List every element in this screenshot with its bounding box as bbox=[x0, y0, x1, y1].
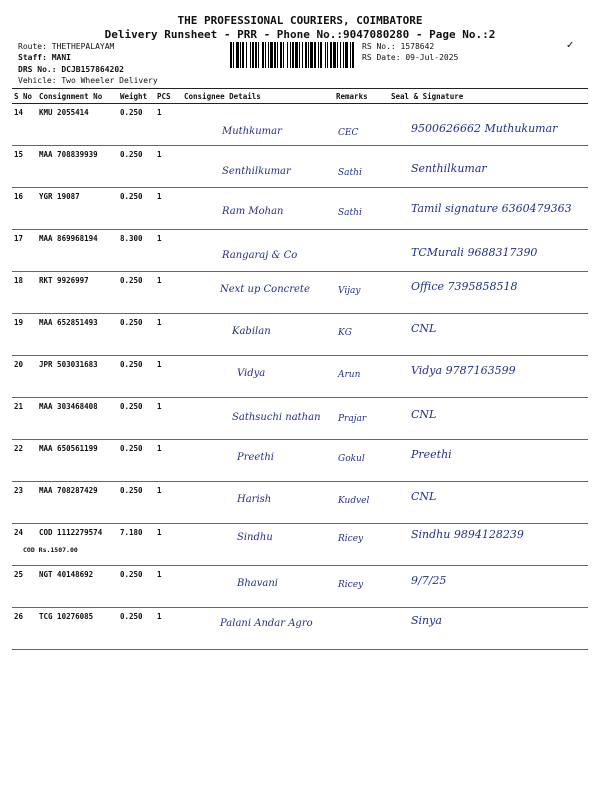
pcs-cell-text: 1 bbox=[157, 234, 162, 243]
sno-cell-text: 15 bbox=[14, 150, 24, 159]
consignee-cell bbox=[182, 440, 334, 482]
consignment-cell bbox=[37, 608, 118, 650]
barcode-bar bbox=[302, 42, 303, 68]
weight-cell-text: 0.250 bbox=[120, 444, 143, 453]
pcs-cell bbox=[155, 482, 182, 524]
barcode-bar bbox=[290, 42, 291, 68]
sno-cell bbox=[12, 440, 37, 482]
consignment-cell bbox=[37, 104, 118, 146]
staff-label: Staff: MANI bbox=[18, 53, 71, 62]
sno-cell bbox=[12, 230, 37, 272]
weight-cell-text: 0.250 bbox=[120, 360, 143, 369]
sno-cell bbox=[12, 398, 37, 440]
handwritten-remark: CEC bbox=[338, 128, 359, 138]
handwritten-consignee: Kabilan bbox=[232, 326, 271, 337]
consignment-cell-text: MAA 708839939 bbox=[39, 150, 98, 159]
barcode-bar bbox=[262, 42, 264, 68]
handwritten-signature: CNL bbox=[411, 408, 437, 421]
handwritten-signature: Senthilkumar bbox=[411, 162, 487, 175]
seal-cell bbox=[389, 314, 588, 356]
pcs-cell bbox=[155, 104, 182, 146]
barcode-bar bbox=[340, 42, 341, 68]
table-row bbox=[12, 566, 588, 608]
sno-cell-text: 18 bbox=[14, 276, 24, 285]
handwritten-signature: Sindhu 9894128239 bbox=[411, 528, 524, 541]
weight-cell bbox=[118, 440, 155, 482]
pcs-cell bbox=[155, 524, 182, 566]
remarks-cell bbox=[334, 314, 389, 356]
remarks-cell bbox=[334, 524, 389, 566]
barcode-bar bbox=[236, 42, 239, 68]
barcode-bar bbox=[250, 42, 251, 68]
drs-number: DRS No.: DCJB157864202 bbox=[18, 65, 124, 74]
pcs-cell-text: 1 bbox=[157, 612, 162, 621]
handwritten-consignee: Sindhu bbox=[237, 532, 273, 543]
pcs-cell bbox=[155, 356, 182, 398]
table-row bbox=[12, 440, 588, 482]
handwritten-consignee: Senthilkumar bbox=[222, 166, 291, 177]
consignee-cell bbox=[182, 314, 334, 356]
barcode-bar bbox=[280, 42, 282, 68]
handwritten-consignee: Ram Mohan bbox=[222, 206, 284, 217]
sno-cell bbox=[12, 482, 37, 524]
handwritten-consignee: Preethi bbox=[237, 452, 275, 463]
barcode-bar bbox=[295, 42, 298, 68]
barcode-bar bbox=[343, 42, 344, 68]
weight-cell bbox=[118, 314, 155, 356]
consignment-cell bbox=[37, 482, 118, 524]
handwritten-remark: Sathi bbox=[338, 168, 362, 178]
weight-cell-text: 0.250 bbox=[120, 486, 143, 495]
handwritten-remark: Ricey bbox=[338, 580, 364, 590]
handwritten-signature: Office 7395858518 bbox=[411, 280, 518, 293]
weight-cell-text: 8.300 bbox=[120, 234, 143, 243]
sno-cell-text: 19 bbox=[14, 318, 24, 327]
table-row bbox=[12, 188, 588, 230]
pcs-cell-text: 1 bbox=[157, 192, 162, 201]
barcode-bar bbox=[268, 42, 269, 68]
table-row bbox=[12, 314, 588, 356]
pcs-cell-text: 1 bbox=[157, 360, 162, 369]
handwritten-signature: 9500626662 Muthukumar bbox=[411, 122, 558, 135]
sno-cell-text: 24 bbox=[14, 528, 24, 537]
handwritten-signature: Sinya bbox=[411, 614, 442, 627]
barcode-bar bbox=[255, 42, 257, 68]
weight-cell bbox=[118, 188, 155, 230]
rs-date: RS Date: 09-Jul-2025 bbox=[362, 53, 459, 62]
weight-cell bbox=[118, 272, 155, 314]
handwritten-remark: Vijay bbox=[338, 286, 361, 296]
col-remarks: Remarks bbox=[334, 89, 389, 104]
sno-cell bbox=[12, 524, 37, 566]
table-row bbox=[12, 356, 588, 398]
barcode-bar bbox=[325, 42, 326, 68]
consignment-cell bbox=[37, 440, 118, 482]
consignment-cell bbox=[37, 146, 118, 188]
consignment-cell bbox=[37, 230, 118, 272]
consignment-cell-text: MAA 869968194 bbox=[39, 234, 98, 243]
pcs-cell-text: 1 bbox=[157, 318, 162, 327]
remarks-cell bbox=[334, 566, 389, 608]
sno-cell bbox=[12, 608, 37, 650]
pcs-cell-text: 1 bbox=[157, 570, 162, 579]
handwritten-remark: Sathi bbox=[338, 208, 362, 218]
consignment-cell bbox=[37, 272, 118, 314]
sno-cell-text: 25 bbox=[14, 570, 24, 579]
remarks-cell bbox=[334, 356, 389, 398]
barcode-bar bbox=[333, 42, 336, 68]
handwritten-signature: Preethi bbox=[411, 448, 452, 461]
barcode-bar bbox=[327, 42, 328, 68]
consignment-cell bbox=[37, 188, 118, 230]
remarks-cell bbox=[334, 608, 389, 650]
barcode-bar bbox=[310, 42, 313, 68]
barcode-bar bbox=[299, 42, 300, 68]
seal-cell bbox=[389, 482, 588, 524]
col-sno: S No bbox=[12, 89, 37, 104]
remarks-cell bbox=[334, 146, 389, 188]
weight-cell-text: 0.250 bbox=[120, 402, 143, 411]
table-row bbox=[12, 482, 588, 524]
pcs-cell bbox=[155, 398, 182, 440]
check-mark-icon: ✓ bbox=[566, 40, 575, 51]
handwritten-remark: KG bbox=[338, 328, 352, 338]
table-header-row bbox=[12, 89, 588, 104]
handwritten-signature: Tamil signature 6360479363 bbox=[411, 202, 572, 215]
pcs-cell-text: 1 bbox=[157, 108, 162, 117]
consignment-cell-text: MAA 708287429 bbox=[39, 486, 98, 495]
weight-cell-text: 0.250 bbox=[120, 570, 143, 579]
pcs-cell bbox=[155, 188, 182, 230]
seal-cell bbox=[389, 524, 588, 566]
barcode-bar bbox=[270, 42, 273, 68]
weight-cell-text: 0.250 bbox=[120, 192, 143, 201]
route-label: Route: THETHEPALAYAM bbox=[18, 42, 115, 51]
consignment-cell-text: MAA 650561199 bbox=[39, 444, 98, 453]
consignment-cell-text: MAA 652851493 bbox=[39, 318, 98, 327]
table-row bbox=[12, 146, 588, 188]
handwritten-consignee: Vidya bbox=[237, 368, 266, 379]
consignee-cell bbox=[182, 356, 334, 398]
barcode-bar bbox=[287, 42, 288, 68]
pcs-cell bbox=[155, 314, 182, 356]
barcode-bar bbox=[246, 42, 247, 68]
table-row bbox=[12, 398, 588, 440]
consignment-cell bbox=[37, 566, 118, 608]
consignee-cell bbox=[182, 482, 334, 524]
barcode-bar bbox=[258, 42, 259, 68]
consignee-cell bbox=[182, 608, 334, 650]
sno-cell bbox=[12, 356, 37, 398]
pcs-cell-text: 1 bbox=[157, 150, 162, 159]
pcs-cell bbox=[155, 146, 182, 188]
consignment-cell-text: YGR 19087 bbox=[39, 192, 80, 201]
consignee-cell bbox=[182, 230, 334, 272]
handwritten-consignee: Sathsuchi nathan bbox=[232, 412, 321, 423]
barcode-bar bbox=[320, 42, 322, 68]
seal-cell bbox=[389, 272, 588, 314]
sno-cell-text: 20 bbox=[14, 360, 24, 369]
weight-cell-text: 0.250 bbox=[120, 318, 143, 327]
sno-cell-text: 17 bbox=[14, 234, 24, 243]
consignment-cell-text: JPR 503031683 bbox=[39, 360, 98, 369]
barcode-bar bbox=[233, 42, 234, 68]
handwritten-remark: Gokul bbox=[338, 454, 365, 464]
sno-cell bbox=[12, 566, 37, 608]
weight-cell-text: 0.250 bbox=[120, 108, 143, 117]
consignment-cell-text: MAA 303468408 bbox=[39, 402, 98, 411]
cod-amount: COD Rs.1507.00 bbox=[23, 546, 78, 554]
seal-cell bbox=[389, 356, 588, 398]
barcode-bar bbox=[337, 42, 338, 68]
consignment-cell bbox=[37, 314, 118, 356]
col-seal: Seal & Signature bbox=[389, 89, 588, 104]
handwritten-consignee: Palani Andar Agro bbox=[220, 618, 313, 629]
barcode-bar bbox=[345, 42, 348, 68]
company-title: THE PROFESSIONAL COURIERS, COIMBATORE bbox=[177, 14, 423, 27]
sno-cell-text: 21 bbox=[14, 402, 24, 411]
consignment-cell-text: RKT 9926997 bbox=[39, 276, 89, 285]
consignee-cell bbox=[182, 188, 334, 230]
remarks-cell bbox=[334, 230, 389, 272]
sno-cell-text: 23 bbox=[14, 486, 24, 495]
seal-cell bbox=[389, 104, 588, 146]
sno-cell-text: 16 bbox=[14, 192, 24, 201]
barcode-bar bbox=[305, 42, 307, 68]
consignment-cell bbox=[37, 398, 118, 440]
barcode-bar bbox=[318, 42, 319, 68]
pcs-cell-text: 1 bbox=[157, 528, 162, 537]
consignee-cell bbox=[182, 524, 334, 566]
seal-cell bbox=[389, 566, 588, 608]
seal-cell bbox=[389, 440, 588, 482]
handwritten-remark: Arun bbox=[338, 370, 361, 380]
pcs-cell bbox=[155, 272, 182, 314]
consignee-cell bbox=[182, 272, 334, 314]
seal-cell bbox=[389, 398, 588, 440]
seal-cell bbox=[389, 608, 588, 650]
pcs-cell bbox=[155, 608, 182, 650]
barcode-bar bbox=[265, 42, 266, 68]
handwritten-signature: TCMurali 9688317390 bbox=[411, 246, 538, 259]
seal-cell bbox=[389, 146, 588, 188]
pcs-cell-text: 1 bbox=[157, 276, 162, 285]
consignee-cell bbox=[182, 398, 334, 440]
weight-cell bbox=[118, 608, 155, 650]
table-row bbox=[12, 524, 588, 566]
seal-cell bbox=[389, 230, 588, 272]
handwritten-consignee: Rangaraj & Co bbox=[222, 250, 298, 261]
weight-cell-text: 0.250 bbox=[120, 150, 143, 159]
handwritten-consignee: Muthkumar bbox=[222, 126, 282, 137]
pcs-cell-text: 1 bbox=[157, 444, 162, 453]
remarks-cell bbox=[334, 188, 389, 230]
col-weight: Weight bbox=[118, 89, 155, 104]
weight-cell bbox=[118, 104, 155, 146]
table-row bbox=[12, 104, 588, 146]
handwritten-consignee: Bhavani bbox=[237, 578, 279, 589]
barcode-bar bbox=[240, 42, 241, 68]
handwritten-signature: CNL bbox=[411, 322, 437, 335]
sno-cell bbox=[12, 104, 37, 146]
consignee-cell bbox=[182, 566, 334, 608]
barcode-bar bbox=[308, 42, 309, 68]
consignment-cell-text: KMU 2055414 bbox=[39, 108, 89, 117]
sno-cell bbox=[12, 188, 37, 230]
runsheet-subtitle: Delivery Runsheet - PRR - Phone No.:9047080280 - Page No.:2 bbox=[104, 28, 496, 41]
weight-cell bbox=[118, 398, 155, 440]
sno-cell bbox=[12, 146, 37, 188]
weight-cell-text: 0.250 bbox=[120, 612, 143, 621]
seal-cell bbox=[389, 188, 588, 230]
sno-cell bbox=[12, 314, 37, 356]
handwritten-signature: 9/7/25 bbox=[411, 574, 447, 587]
runsheet-table bbox=[12, 88, 588, 650]
barcode-bar bbox=[242, 42, 244, 68]
consignment-cell-text: TCG 10276085 bbox=[39, 612, 94, 621]
pcs-cell bbox=[155, 566, 182, 608]
table-row bbox=[12, 608, 588, 650]
handwritten-signature: CNL bbox=[411, 490, 437, 503]
pcs-cell-text: 1 bbox=[157, 402, 162, 411]
consignee-cell bbox=[182, 146, 334, 188]
remarks-cell bbox=[334, 482, 389, 524]
barcode-bar bbox=[330, 42, 332, 68]
weight-cell bbox=[118, 230, 155, 272]
col-consignee: Consignee Details bbox=[182, 89, 334, 104]
consignment-cell-text: NGT 40148692 bbox=[39, 570, 94, 579]
table-row bbox=[12, 230, 588, 272]
weight-cell bbox=[118, 482, 155, 524]
consignment-cell bbox=[23, 524, 118, 566]
barcode-bar bbox=[252, 42, 254, 68]
sno-cell bbox=[12, 272, 37, 314]
pcs-cell bbox=[155, 230, 182, 272]
barcode-bar bbox=[352, 42, 354, 68]
weight-cell bbox=[118, 146, 155, 188]
handwritten-signature: Vidya 9787163599 bbox=[411, 364, 516, 377]
remarks-cell bbox=[334, 272, 389, 314]
remarks-cell bbox=[334, 104, 389, 146]
barcode-image bbox=[230, 42, 354, 68]
consignment-cell-text: COD 1112279574 bbox=[39, 528, 103, 537]
handwritten-remark: Prajar bbox=[338, 414, 367, 424]
consignee-cell bbox=[182, 104, 334, 146]
barcode-bar bbox=[283, 42, 284, 68]
table-row bbox=[12, 272, 588, 314]
barcode-bar bbox=[350, 42, 351, 68]
sno-cell-text: 22 bbox=[14, 444, 24, 453]
weight-cell bbox=[118, 566, 155, 608]
remarks-cell bbox=[334, 440, 389, 482]
handwritten-consignee: Harish bbox=[237, 494, 272, 505]
handwritten-consignee: Next up Concrete bbox=[220, 284, 310, 295]
barcode-bar bbox=[230, 42, 232, 68]
handwritten-remark: Ricey bbox=[338, 534, 364, 544]
pcs-cell-text: 1 bbox=[157, 486, 162, 495]
handwritten-remark: Kudvel bbox=[338, 496, 370, 506]
barcode-bar bbox=[277, 42, 278, 68]
vehicle-label: Vehicle: Two Wheeler Delivery bbox=[18, 76, 158, 85]
remarks-cell bbox=[334, 398, 389, 440]
rs-number: RS No.: 1578642 bbox=[362, 42, 435, 51]
col-pcs: PCS bbox=[155, 89, 182, 104]
barcode-bar bbox=[292, 42, 294, 68]
sno-cell-text: 14 bbox=[14, 108, 24, 117]
sno-cell-text: 26 bbox=[14, 612, 24, 621]
weight-cell bbox=[118, 524, 155, 566]
consignment-cell bbox=[37, 356, 118, 398]
weight-cell-text: 0.250 bbox=[120, 276, 143, 285]
barcode-bar bbox=[314, 42, 316, 68]
weight-cell bbox=[118, 356, 155, 398]
col-consignment: Consignment No bbox=[37, 89, 118, 104]
pcs-cell bbox=[155, 440, 182, 482]
weight-cell-text: 7.180 bbox=[120, 528, 143, 537]
barcode-bar bbox=[274, 42, 276, 68]
